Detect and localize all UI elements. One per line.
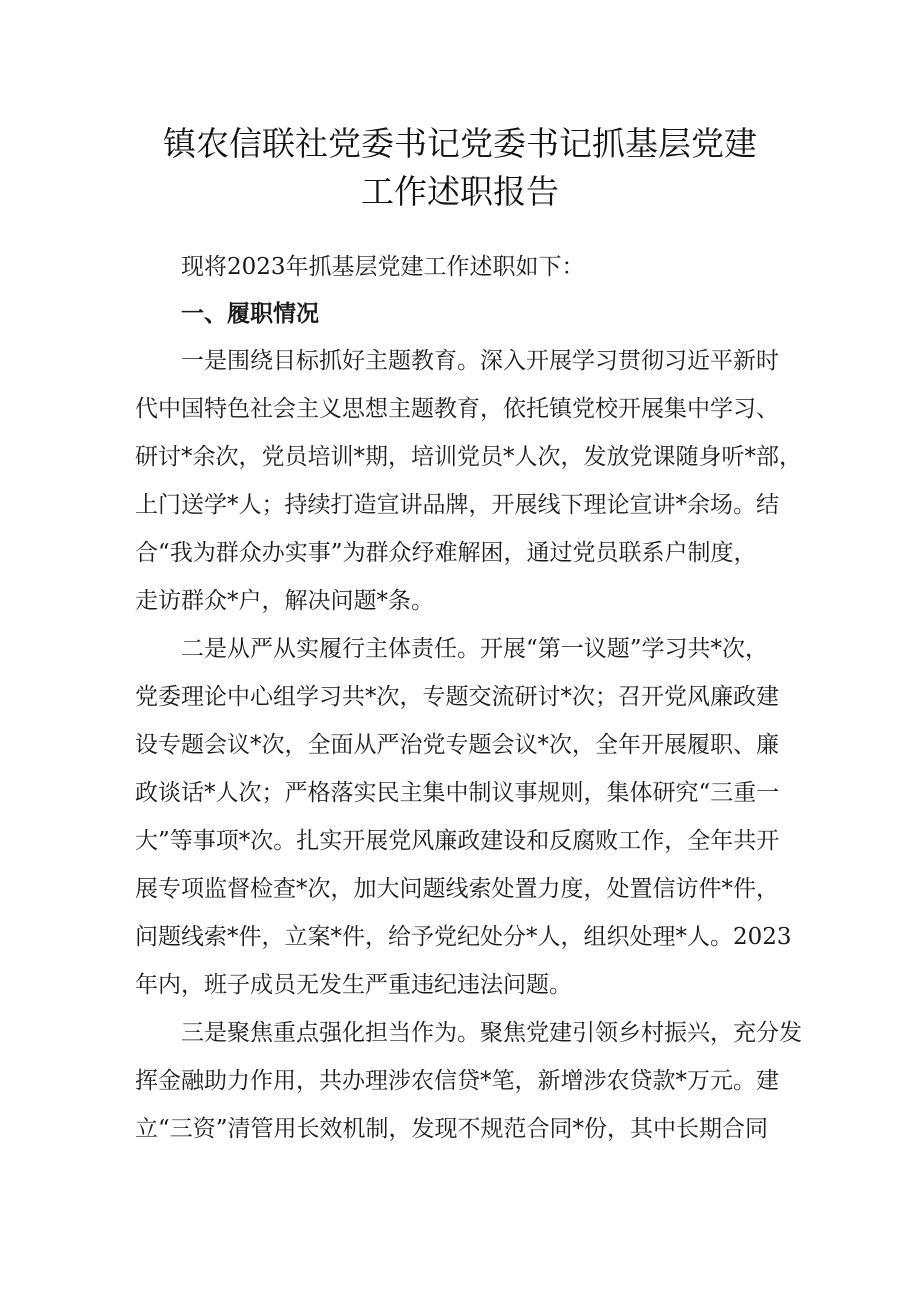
paragraph-line: 党委理论中心组学习共*次，专题交流研讨*次；召开党风廉政建 — [135, 684, 779, 710]
paragraph-line: 立“三资”清管用长效机制，发现不规范合同*份，其中长期合同 — [135, 1116, 769, 1142]
paragraph-line: 代中国特色社会主义思想主题教育，依托镇党校开展集中学习、 — [135, 396, 779, 422]
paragraph-line: 二是从严从实履行主体责任。开展“第一议题”学习共*次， — [181, 636, 769, 662]
section-heading: 一、履职情况 — [181, 300, 319, 327]
paragraph-line: 合“我为群众办实事”为群众纾难解困，通过党员联系户制度， — [135, 540, 757, 566]
paragraph-line: 研讨*余次，党员培训*期，培训党员*人次，发放党课随身听*部， — [135, 444, 802, 470]
paragraph-line: 展专项监督检查*次，加大问题线索处置力度，处置信访件*件， — [135, 876, 779, 902]
paragraph-line: 上门送学*人；持续打造宣讲品牌，开展线下理论宣讲*余场。结 — [135, 492, 779, 518]
document-title-line-2: 工作述职报告 — [361, 172, 559, 211]
intro-paragraph: 现将2023年抓基层党建工作述职如下： — [181, 254, 585, 280]
paragraph-line: 问题线索*件，立案*件，给予党纪处分*人，组织处理*人。2023 — [135, 924, 792, 950]
paragraph-line: 大”等事项*次。扎实开展党风廉政建设和反腐败工作，全年共开 — [135, 828, 780, 854]
document-title-line-1: 镇农信联社党委书记党委书记抓基层党建 — [163, 124, 757, 163]
paragraph-line: 一是围绕目标抓好主题教育。深入开展学习贯彻习近平新时 — [181, 348, 779, 374]
paragraph-line: 政谈话*人次；严格落实民主集中制议事规则，集体研究“三重一 — [135, 780, 780, 806]
paragraph-line: 设专题会议*次，全面从严治党专题会议*次，全年开展履职、廉 — [135, 732, 779, 758]
paragraph-line: 年内，班子成员无发生严重违纪违法问题。 — [135, 972, 572, 998]
paragraph-line: 挥金融助力作用，共办理涉农信贷*笔，新增涉农贷款*万元。建 — [135, 1068, 779, 1094]
paragraph-line: 三是聚焦重点强化担当作为。聚焦党建引领乡村振兴，充分发 — [181, 1020, 802, 1046]
paragraph-line: 走访群众*户，解决问题*条。 — [135, 588, 434, 614]
